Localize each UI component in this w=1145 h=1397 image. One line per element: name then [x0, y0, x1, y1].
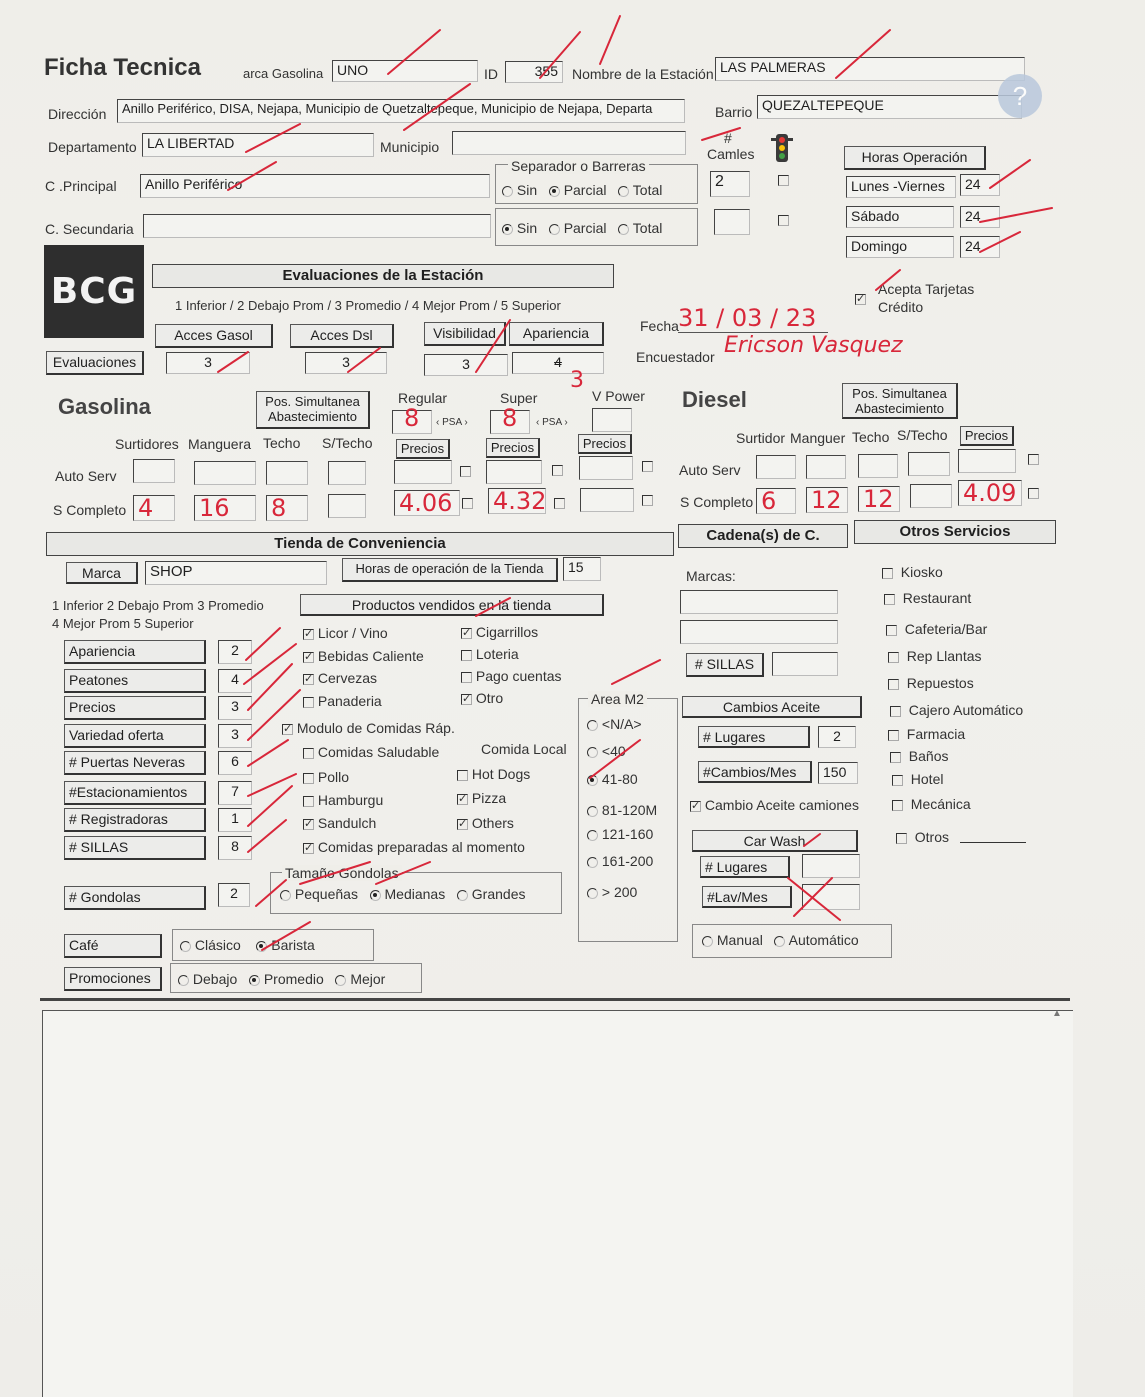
- cambio-camiones-label: Cambio Aceite camiones: [704, 797, 859, 813]
- sin-label: Sin: [516, 182, 538, 198]
- otro-servicio-label-4: Repuestos: [906, 675, 974, 691]
- clasico-label: Clásico: [194, 937, 241, 953]
- rating-field-5[interactable]: 7: [218, 781, 252, 805]
- rating-field-6[interactable]: 1: [218, 808, 252, 832]
- producto2-label-2: Pago cuentas: [475, 668, 562, 684]
- barista-label: Barista: [271, 937, 315, 953]
- gas-auto-serv-label: Auto Serv: [55, 468, 117, 484]
- acepta-tarjetas-label: Acepta Tarjetas: [878, 281, 975, 297]
- tienda-marca-label: Marca: [66, 562, 138, 584]
- comida-a-label-1: Hamburgu: [317, 792, 384, 808]
- rating-label-2: Precios: [64, 696, 206, 720]
- manguera-header: Manguera: [188, 436, 252, 452]
- pequenas-label: Pequeñas: [294, 886, 358, 902]
- diesel-pos-label-1: Pos. Simultanea: [852, 386, 947, 401]
- evaluaciones-title: Evaluaciones de la Estación: [152, 264, 614, 288]
- cadena-marcas-label: Marcas:: [686, 568, 736, 584]
- productos-vendidos-header: Productos vendidos en la tienda: [300, 594, 604, 616]
- otro-servicio-label-0: Kiosko: [900, 564, 943, 580]
- rating-label-7: # SILLAS: [64, 836, 206, 860]
- tienda-horas-field[interactable]: 15: [563, 557, 601, 581]
- precios-super-header: Precios: [486, 438, 540, 458]
- otro-servicio-label-8: Hotel: [910, 771, 944, 787]
- pos-label-2: Abastecimiento: [268, 409, 357, 424]
- comida-b-checkbox-2[interactable]: ✓: [458, 817, 468, 830]
- acces-dsl-header: Acces Dsl: [290, 324, 394, 348]
- apariencia-handwritten: 3: [570, 368, 584, 393]
- rating-field-0[interactable]: 2: [218, 640, 252, 664]
- precio-super-value: 4.32: [493, 487, 547, 515]
- producto-label-0: Licor / Vino: [317, 625, 388, 641]
- gondolas-field[interactable]: 2: [218, 883, 250, 907]
- area-option-label-4: 121-160: [601, 826, 654, 842]
- producto2-label-1: Loteria: [475, 646, 519, 662]
- diesel-precio-value: 4.09: [963, 479, 1017, 507]
- sabado-field[interactable]: 24: [960, 206, 1000, 228]
- evaluaciones-row-label: Evaluaciones: [46, 351, 144, 375]
- id-field[interactable]: 355: [505, 61, 563, 83]
- stecho-header: S/Techo: [322, 435, 373, 451]
- techo-header: Techo: [263, 435, 301, 451]
- comida-b-label-0: Hot Dogs: [471, 766, 531, 782]
- gas-completo-surtidores-value: 4: [138, 494, 154, 522]
- help-icon[interactable]: ?: [998, 74, 1042, 118]
- comida-a-checkbox-2[interactable]: ✓: [304, 817, 314, 830]
- apariencia-header: Apariencia: [509, 322, 604, 346]
- gasolina-title: Gasolina: [58, 394, 151, 419]
- cambios-aceite-title: Cambios Aceite: [682, 696, 862, 718]
- carwash-lav-label: #Lav/Mes: [702, 886, 792, 908]
- csecundaria-label: C. Secundaria: [45, 221, 134, 237]
- rating-label-5: #Estacionamientos: [64, 781, 206, 805]
- cprincipal-label: C .Principal: [45, 178, 117, 194]
- surtidores-header: Surtidores: [115, 436, 179, 452]
- producto-label-3: Panaderia: [317, 693, 382, 709]
- direccion-field[interactable]: Anillo Periférico, DISA, Nejapa, Municipio de Quetzaltepeque, Municipio de Nejapa, Departa: [117, 99, 685, 123]
- debajo-label: Debajo: [192, 971, 238, 987]
- fecha-label: Fecha: [640, 318, 679, 334]
- tienda-marca-field[interactable]: SHOP: [145, 561, 327, 585]
- departamento-label: Departamento: [48, 139, 137, 155]
- camiones-hash: #: [724, 130, 732, 146]
- comidas-preparadas-label: Comidas preparadas al momento: [317, 839, 525, 855]
- area-option-label-6: > 200: [601, 884, 638, 900]
- encuestador-value[interactable]: Ericson Vasquez: [724, 333, 903, 358]
- marca-gasolina-label: arca Gasolina: [243, 66, 324, 81]
- otro-servicio-label-5: Cajero Automático: [908, 702, 1024, 718]
- rating-label-0: Apariencia: [64, 640, 206, 664]
- rating-field-2[interactable]: 3: [218, 696, 252, 720]
- cambios-mes-field[interactable]: 150: [818, 762, 858, 784]
- cadena-title: Cadena(s) de C.: [678, 524, 848, 548]
- evaluaciones-scale: 1 Inferior / 2 Debajo Prom / 3 Promedio / 4 Mejor Prom / 5 Superior: [175, 298, 561, 313]
- diesel-surtidor-header: Surtidor: [736, 430, 786, 446]
- otro-servicio-label-7: Baños: [908, 748, 949, 764]
- diesel-auto-serv-label: Auto Serv: [679, 462, 741, 478]
- super-label: Super: [500, 390, 538, 406]
- gas-completo-label: S Completo: [53, 502, 127, 518]
- gas-completo-manguera-value: 16: [199, 494, 230, 522]
- comida-b-checkbox-1[interactable]: ✓: [458, 792, 468, 805]
- parcial-label: Parcial: [563, 182, 607, 198]
- producto2-label-3: Otro: [475, 690, 504, 706]
- diesel-pos-label-2: Abastecimiento: [855, 401, 944, 416]
- cambio-camiones-row[interactable]: ✓ Cambio Aceite camiones: [691, 797, 859, 813]
- camiones-label: Camles: [707, 146, 755, 162]
- rating-label-1: Peatones: [64, 669, 206, 693]
- diesel-title: Diesel: [682, 387, 747, 412]
- encuestador-label: Encuestador: [636, 349, 715, 365]
- medianas-label: Medianas: [384, 886, 446, 902]
- diesel-techo-header: Techo: [852, 429, 890, 445]
- sabado-label: Sábado: [846, 206, 954, 228]
- super-hw: 8: [502, 404, 518, 432]
- domingo-field[interactable]: 24: [960, 236, 1000, 258]
- apariencia-value[interactable]: 4: [512, 352, 604, 374]
- acepta-tarjetas-checkbox[interactable]: ✓: [856, 292, 866, 305]
- domingo-label: Domingo: [846, 236, 954, 258]
- id-label: ID: [484, 66, 498, 82]
- precio-regular-value: 4.06: [399, 489, 453, 517]
- regular-label: Regular: [398, 390, 448, 406]
- comida-local-label: Comida Local: [481, 741, 567, 757]
- tienda-scale-1: 1 Inferior 2 Debajo Prom 3 Promedio: [52, 598, 264, 613]
- modulo-comidas-label: Modulo de Comidas Ráp.: [296, 720, 455, 736]
- form-title: Ficha Tecnica: [44, 54, 201, 81]
- area-option-label-2: 41-80: [601, 771, 638, 787]
- direccion-label: Dirección: [48, 106, 107, 122]
- otro-servicio-label-6: Farmacia: [906, 726, 966, 742]
- diesel-completo-surtidor-value: 6: [761, 487, 777, 515]
- area-label: Area M2: [588, 691, 647, 707]
- super-psa: ‹ PSA ›: [536, 417, 568, 428]
- scroll-up-icon[interactable]: ▲: [1052, 1008, 1062, 1019]
- rating-label-4: # Puertas Neveras: [64, 751, 206, 775]
- diesel-stecho-header: S/Techo: [897, 427, 948, 443]
- manual-label: Manual: [716, 932, 763, 948]
- fecha-value[interactable]: 31 / 03 / 23: [678, 304, 817, 332]
- lunes-viernes-label: Lunes -Viernes: [846, 176, 956, 198]
- mejor-label: Mejor: [350, 971, 386, 987]
- separador-label: Separador o Barreras: [508, 158, 649, 174]
- visibilidad-value[interactable]: 3: [424, 354, 508, 376]
- cadena-sillas-label: # SILLAS: [686, 653, 764, 677]
- rating-field-3[interactable]: 3: [218, 724, 252, 748]
- carwash-lugares-label: # Lugares: [700, 856, 790, 878]
- comida-b-label-2: Others: [471, 815, 514, 831]
- diesel-completo-label: S Completo: [680, 494, 754, 510]
- comida-a-label-0: Pollo: [317, 769, 350, 785]
- comidas-preparadas-row[interactable]: ✓ Comidas preparadas al momento: [304, 839, 525, 855]
- grandes-label: Grandes: [471, 886, 526, 902]
- rating-field-7[interactable]: 8: [218, 836, 252, 860]
- producto-label-2: Cervezas: [317, 670, 378, 686]
- otro-servicio-label-1: Restaurant: [902, 590, 972, 606]
- rating-field-1[interactable]: 4: [218, 669, 252, 693]
- producto2-checkbox-0[interactable]: ✓: [462, 626, 472, 639]
- modulo-comidas-row[interactable]: ✓ Modulo de Comidas Ráp.: [283, 720, 455, 736]
- regular-psa: ‹ PSA ›: [436, 417, 468, 428]
- otro-servicio-label-2: Cafeteria/Bar: [904, 621, 988, 637]
- parcial-label-2: Parcial: [563, 220, 607, 236]
- area-option-label-3: 81-120M: [601, 802, 658, 818]
- sin-label-2: Sin: [516, 220, 538, 236]
- municipio-label: Municipio: [380, 139, 440, 155]
- regular-hw: 8: [404, 404, 420, 432]
- visibilidad-header: Visibilidad: [424, 322, 506, 346]
- promociones-label: Promociones: [64, 967, 162, 991]
- pos-label-1: Pos. Simultanea: [265, 394, 360, 409]
- gas-completo-techo-value: 8: [271, 494, 287, 522]
- barrio-field[interactable]: QUEZALTEPEQUE: [757, 95, 1022, 119]
- barrio-label: Barrio: [715, 104, 753, 120]
- promedio-label: Promedio: [263, 971, 324, 987]
- diesel-completo-manguer-value: 12: [811, 486, 842, 514]
- producto-label-1: Bebidas Caliente: [317, 648, 424, 664]
- acces-gasol-header: Acces Gasol: [155, 324, 273, 348]
- cambios-mes-label: #Cambios/Mes: [698, 761, 812, 783]
- nombre-estacion-field[interactable]: LAS PALMERAS: [715, 57, 1025, 81]
- cprincipal-field[interactable]: Anillo Periférico: [140, 174, 490, 198]
- departamento-field[interactable]: LA LIBERTAD: [142, 133, 374, 157]
- marca-gasolina-field[interactable]: UNO: [332, 60, 478, 82]
- total-label-2: Total: [632, 220, 663, 236]
- rating-field-4[interactable]: 6: [218, 751, 252, 775]
- bcg-logo: BCG: [44, 245, 144, 338]
- comidas-saludable-label: Comidas Saludable: [317, 744, 440, 760]
- area-option-label-5: 161-200: [601, 853, 654, 869]
- area-option-label-0: <N/A>: [601, 716, 642, 732]
- acces-dsl-value[interactable]: 3: [305, 352, 387, 374]
- tienda-horas-label: Horas de operación de la Tienda: [342, 558, 558, 582]
- producto-checkbox-1[interactable]: ✓: [304, 650, 314, 663]
- precios-vpower-header: Precios: [578, 434, 632, 454]
- producto2-checkbox-3[interactable]: ✓: [462, 692, 472, 705]
- credito-label: Crédito: [878, 299, 924, 315]
- total-label: Total: [632, 182, 663, 198]
- producto-checkbox-2[interactable]: ✓: [304, 672, 314, 685]
- producto-checkbox-0[interactable]: ✓: [304, 627, 314, 640]
- comida-a-label-2: Sandulch: [317, 815, 377, 831]
- precios-regular-header: Precios: [396, 439, 450, 459]
- camiones-field[interactable]: 2: [710, 171, 750, 197]
- cambios-lugares-field[interactable]: 2: [818, 726, 856, 748]
- nombre-estacion-label: Nombre de la Estación: [572, 66, 714, 82]
- comida-b-label-1: Pizza: [471, 790, 507, 806]
- tienda-scale-2: 4 Mejor Prom 5 Superior: [52, 616, 194, 631]
- diesel-manguer-header: Manguer: [790, 430, 846, 446]
- horas-operacion-header: Horas Operación: [844, 146, 986, 170]
- acces-gasol-value[interactable]: 3: [166, 352, 250, 374]
- lunes-viernes-field[interactable]: 24: [960, 174, 1000, 196]
- vpower-label: V Power: [592, 388, 645, 404]
- rating-label-6: # Registradoras: [64, 808, 206, 832]
- automatico-label: Automático: [788, 932, 859, 948]
- cambios-lugares-label: # Lugares: [698, 726, 810, 748]
- tamano-gondolas-label: Tamaño Gondolas: [282, 865, 402, 881]
- car-wash-title: Car Wash: [692, 830, 858, 852]
- gondolas-label: # Gondolas: [64, 886, 206, 910]
- producto2-label-0: Cigarrillos: [475, 624, 539, 640]
- diesel-completo-techo-value: 12: [863, 485, 894, 513]
- otro-servicio-label-9: Mecánica: [910, 796, 971, 812]
- otro-servicio-label-3: Rep Llantas: [906, 648, 982, 664]
- otro-servicio-label-10: Otros: [914, 829, 950, 845]
- otros-servicios-title: Otros Servicios: [854, 520, 1056, 544]
- diesel-precios-header: Precios: [960, 426, 1014, 446]
- cafe-label: Café: [64, 934, 162, 958]
- rating-label-3: Variedad oferta: [64, 724, 206, 748]
- tienda-title: Tienda de Conveniencia: [46, 532, 674, 556]
- area-option-label-1: <40: [601, 743, 626, 759]
